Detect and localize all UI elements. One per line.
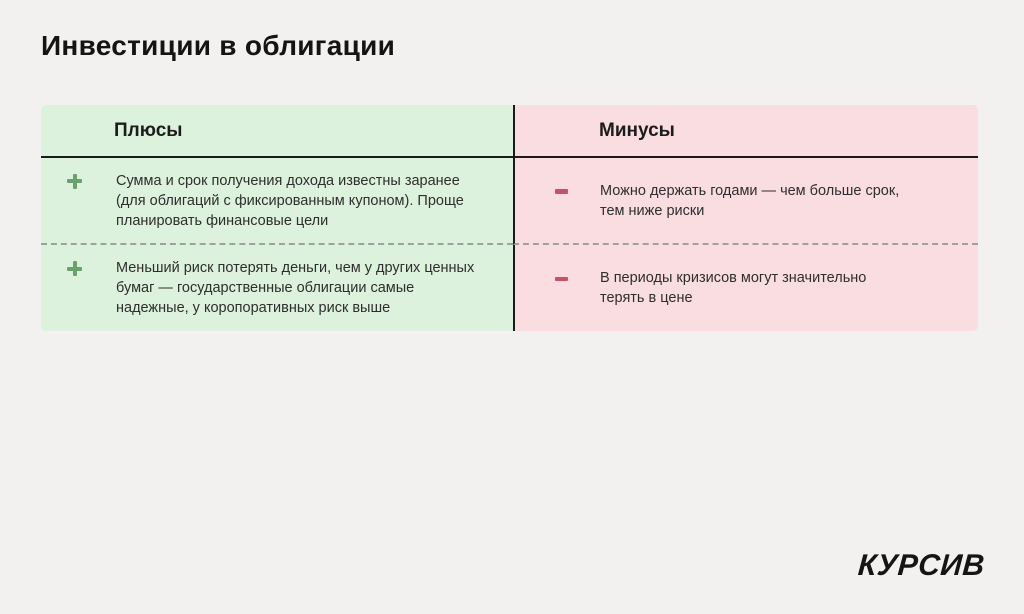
pros-row-1 xyxy=(41,158,513,245)
pros-cons-table xyxy=(41,105,978,331)
cons-row-2 xyxy=(513,245,978,331)
minus-icon xyxy=(554,271,569,286)
pros-item-2-text: Меньший риск потерять деньги, чем у других ценных бумаг — государственные облигации самые надежные, у коропоративных риск выше xyxy=(116,260,475,316)
pros-item-1-text: Сумма и срок получения дохода известны заранее (для облигаций с фиксированным купоном). Проще планировать финансовые цели xyxy=(116,172,464,229)
cons-row-1 xyxy=(513,158,978,245)
kursiv-logo: КУРСИВ xyxy=(857,549,987,582)
cons-header-label: Минусы xyxy=(599,119,675,141)
cons-item-2-text: В периоды кризисов могут значительно терять в цене xyxy=(600,270,867,306)
plus-icon xyxy=(67,174,82,189)
pros-header-cell xyxy=(41,105,513,158)
plus-icon xyxy=(67,261,82,276)
page-title: Инвестиции в облигации xyxy=(41,30,396,61)
cons-header-cell xyxy=(513,105,978,158)
pros-row-2 xyxy=(41,245,513,331)
pros-header-label: Плюсы xyxy=(114,119,183,141)
cons-item-1-text: Можно держать годами — чем больше срок, тем ниже риски xyxy=(600,182,900,219)
minus-icon xyxy=(554,184,569,199)
